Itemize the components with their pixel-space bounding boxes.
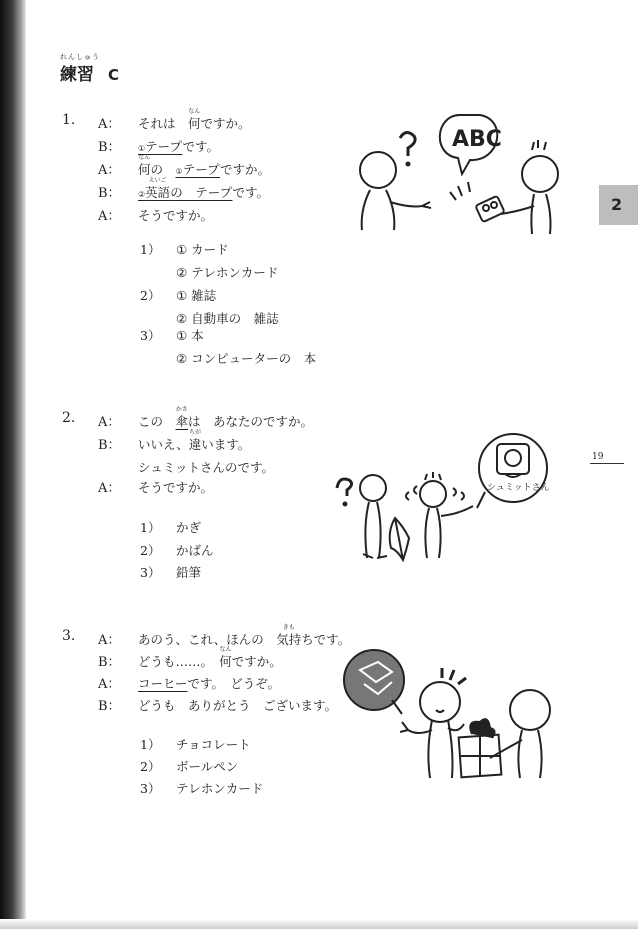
speaker-label: A： [98, 481, 121, 496]
abc-speech-text: ABC [452, 127, 502, 152]
illustration-gift-giving [340, 640, 565, 780]
speaker-label: B： [98, 186, 121, 201]
book-spine-shadow [0, 0, 26, 929]
illustration-umbrella-owner [325, 430, 555, 570]
page-number-rule [590, 463, 624, 464]
dialogue-line: 何 なん の ①テープですか。 [138, 154, 270, 177]
dialogue-line: コーヒーです。 どうぞ。 [138, 676, 281, 691]
substitution-item: 1） チョコレート [140, 737, 251, 752]
substitution-item: ② コンピューターの 本 [176, 351, 317, 366]
dialogue-line: あのう、これ、ほんの 気持 きも ちです。 [138, 624, 351, 647]
page-edge-shadow [0, 919, 638, 929]
dialogue-line: どうも ありがとう ございます。 [138, 698, 338, 713]
dialogue-line: どうも……。 何 なん ですか。 [138, 646, 282, 669]
substitution-item: 3） テレホンカード [140, 781, 264, 796]
section-letter: C [108, 66, 120, 84]
title-furigana: れんしゅう [60, 53, 100, 61]
dialogue-line: それは 何 なん ですか。 [138, 108, 251, 131]
speaker-label: A： [98, 117, 121, 132]
section-title [60, 60, 119, 85]
dialogue-line: ②英語 えいご の テープです。 [138, 177, 269, 200]
illustration-tape-conversation [340, 110, 570, 240]
speaker-label: B： [98, 699, 121, 714]
speaker-label: A： [98, 163, 121, 178]
exercise-number: 1. [62, 112, 76, 128]
dialogue-line: そうですか。 [138, 480, 214, 495]
speaker-label: B： [98, 140, 121, 155]
substitution-item: 3） ① 本 [140, 328, 204, 343]
chapter-number: 2 [611, 195, 623, 214]
substitution-item: 2） ① 雑誌 [140, 288, 217, 303]
schmidt-label: シュミットさん [487, 483, 550, 493]
dialogue-line: ①テープです。 [138, 139, 219, 154]
substitution-item: 1） かぎ [140, 520, 202, 535]
dialogue-line: そうですか。 [138, 208, 214, 223]
speaker-label: B： [98, 655, 121, 670]
dialogue-line: この 傘 かさ は あなたのですか。 [138, 406, 314, 429]
substitution-item: 2） かばん [140, 543, 214, 558]
speaker-label: A： [98, 209, 121, 224]
speaker-label: A： [98, 677, 121, 692]
dialogue-line: いいえ、違 ちが います。 [138, 429, 251, 452]
exercise-number: 2. [62, 410, 76, 426]
speaker-label: A： [98, 633, 121, 648]
speaker-label: A： [98, 415, 121, 430]
exercise-number: 3. [62, 628, 76, 644]
substitution-item: 2） ボールペン [140, 759, 239, 774]
substitution-item: ② テレホンカード [176, 265, 279, 280]
dialogue-line: シュミットさんのです。 [138, 460, 275, 475]
substitution-item: ② 自動車の 雑誌 [176, 311, 279, 326]
substitution-item: 3） 鉛筆 [140, 565, 202, 580]
chapter-tab [599, 185, 638, 225]
substitution-item: 1） ① カード [140, 242, 229, 257]
page-number: 19 [592, 452, 604, 462]
speaker-label: B： [98, 438, 121, 453]
section-title-kanji: 練習 [60, 65, 94, 85]
